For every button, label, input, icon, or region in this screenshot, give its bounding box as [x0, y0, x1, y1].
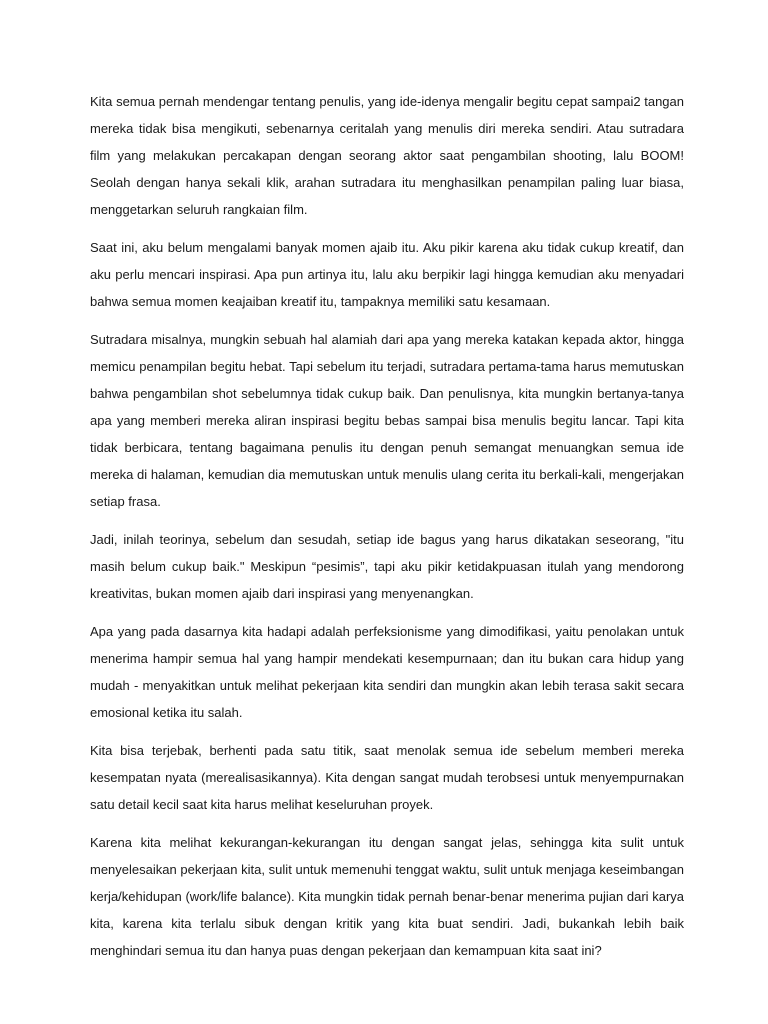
paragraph-4: Jadi, inilah teorinya, sebelum dan sesudah, setiap ide bagus yang harus dikatakan seseorang, "itu masih belum cukup baik." Meskipun “pesimis”, tapi aku pikir ketidakpuasan itulah yang mendorong kreativitas, bukan momen ajaib dari inspirasi yang menyenangkan.: [90, 532, 684, 601]
paragraph-7: Karena kita melihat kekurangan-kekurangan itu dengan sangat jelas, sehingga kita sulit untuk menyelesaikan pekerjaan kita, sulit untuk memenuhi tenggat waktu, sulit untuk menjaga keseimbangan kerja/kehidupan (work/life balance). Kita mungkin tidak pernah benar-benar menerima pujian dari karya kita, karena kita terlalu sibuk dengan kritik yang kita buat sendiri. Jadi, bukankah lebih baik menghindari semua itu dan hanya puas dengan pekerjaan dan kemampuan kita saat ini?: [90, 835, 684, 958]
paragraph-2: Saat ini, aku belum mengalami banyak momen ajaib itu. Aku pikir karena aku tidak cukup kreatif, dan aku perlu mencari inspirasi. Apa pun artinya itu, lalu aku berpikir lagi hingga kemudian aku menyadari bahwa semua momen keajaiban kreatif itu, tampaknya memiliki satu kesamaan.: [90, 240, 684, 309]
paragraph-3: Sutradara misalnya, mungkin sebuah hal alamiah dari apa yang mereka katakan kepada aktor, hingga memicu penampilan begitu hebat. Tapi sebelum itu terjadi, sutradara pertama-tama harus memutuskan bahwa pengambilan shot sebelumnya tidak cukup baik. Dan penulisnya, kita mungkin bertanya-tanya apa yang memberi mereka aliran inspirasi begitu bebas sampai bisa menulis begitu lancar. Tapi kita tidak berbicara, tentang bagaimana penulis itu dengan penuh semangat menuangkan semua ide mereka di halaman, kemudian dia memutuskan untuk menulis ulang cerita itu berkali-kali, mengerjakan setiap frasa.: [90, 332, 684, 509]
paragraph-5: Apa yang pada dasarnya kita hadapi adalah perfeksionisme yang dimodifikasi, yaitu penolakan untuk menerima hampir semua hal yang hampir mendekati kesempurnaan; dan itu bukan cara hidup yang mudah - menyakitkan untuk melihat pekerjaan kita sendiri dan mungkin akan lebih terasa sakit secara emosional ketika itu salah.: [90, 624, 684, 720]
paragraph-1: Kita semua pernah mendengar tentang penulis, yang ide-idenya mengalir begitu cepat sampai2 tangan mereka tidak bisa mengikuti, sebenarnya ceritalah yang menulis diri mereka sendiri. Atau sutradara film yang melakukan percakapan dengan seorang aktor saat pengambilan shooting, lalu BOOM! Seolah dengan hanya sekali klik, arahan sutradara itu menghasilkan penampilan paling luar biasa, menggetarkan seluruh rangkaian film.: [90, 94, 684, 217]
document-page: [90, 88, 684, 975]
paragraph-6: Kita bisa terjebak, berhenti pada satu titik, saat menolak semua ide sebelum memberi mereka kesempatan nyata (merealisasikannya). Kita dengan sangat mudah terobsesi untuk menyempurnakan satu detail kecil saat kita harus melihat keseluruhan proyek.: [90, 743, 684, 812]
